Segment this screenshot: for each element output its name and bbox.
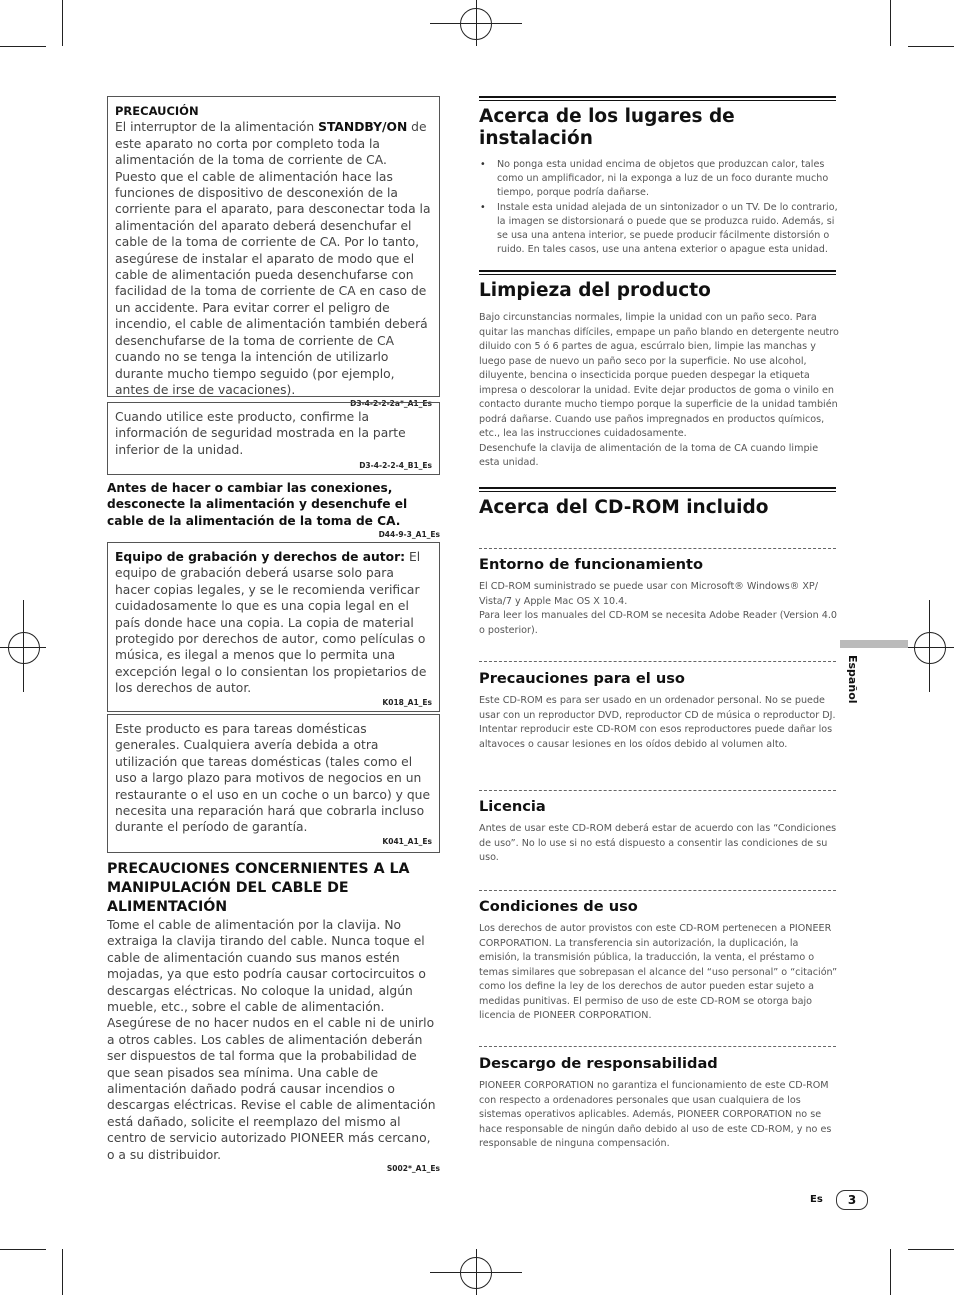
cable-text: Tome el cable de alimentación por la clavija. No extraiga la clavija tirando del cable. Nunca toque el cable de alimentación cuando sus manos estén mojadas, ya que esto podría causar cortocircuitos o descargas eléctricas. No coloque la unidad, algún mueble, etc., sobre el cable de alimentación. Asegúrese de no hacer nudos en el cable ni de unirlo a otros cables. Los cables de alimentación deberán ser dispuestos de tal forma que la probabilidad de que sean pisados sea mínima. Una cable de alimentación dañado podrá causar incendios o descargas eléctricas. Revise el cable de alimentación está dañado, solicite el reemplazo del mismo al centro de servicio autorizado PIONEER más cercano, o a su distribuidor.	[107, 918, 436, 1162]
side-tab-label: Español	[846, 655, 859, 704]
domesticas-box	[107, 714, 440, 853]
seguridad-text: Cuando utilice este producto, confirme la información de seguridad mostrada en la parte inferior de la unidad.	[115, 410, 406, 457]
crop-mark	[62, 0, 63, 46]
licencia-text: Antes de usar este CD-ROM deberá estar de acuerdo con las “Condiciones de uso”. No lo use si no está dispuesto a consentir las condiciones de su uso.	[479, 823, 837, 863]
dashed-rule	[479, 548, 836, 549]
precaucion-box	[107, 96, 440, 409]
limpieza-text-2: Desenchufe la clavija de alimentación de la toma de CA cuando limpie esta unidad.	[479, 442, 819, 468]
uso-heading: Precauciones para el uso	[479, 670, 685, 687]
cable-section	[107, 860, 440, 1173]
crop-mark	[908, 1249, 954, 1250]
descargo-section	[479, 1055, 839, 1152]
crop-mark	[476, 1249, 477, 1295]
doc-code: D44-9-3_A1_Es	[378, 530, 440, 539]
cdrom-section	[479, 497, 839, 519]
equipo-text: El equipo de grabación deberá usarse solo para hacer copias legales, y se le recomienda verificar cuidadosamente lo que es una copia legal en el país donde hace una copia. La copia de material protegido por derechos de autor, como películas o música, es ilegal a menos que lo permita una excepción legal o lo consientan los propietarios de los derechos de autor.	[115, 550, 427, 696]
lugares-list	[479, 158, 839, 257]
page-number: 3	[836, 1190, 868, 1210]
crop-mark	[23, 600, 24, 692]
entorno-text-1: El CD-ROM suministrado se puede usar con Microsoft® Windows® XP/ Vista/7 y Apple Mac OS X 10.4.	[479, 581, 818, 607]
descargo-heading: Descargo de responsabilidad	[479, 1055, 718, 1072]
doc-code: S002*_A1_Es	[386, 1164, 440, 1174]
dashed-rule	[479, 1046, 836, 1047]
condiciones-text: Los derechos de autor provistos con este CD-ROM pertenecen a PIONEER CORPORATION. La transferencia sin autorización, la duplicación, la emisión, la transmisión pública, la traducción, la venta, el préstamo o temas similares que sobrepasan el alcance del “uso personal” o “citación” como los define la ley de los derechos de autor pueden estar sujeto a medidas punitivas. El permiso de uso de este CD-ROM se otorga bajo licencia de PIONEER CORPORATION.	[479, 923, 838, 1021]
registration-mark	[914, 632, 946, 664]
dashed-rule	[479, 790, 836, 791]
descargo-text: PIONEER CORPORATION no garantiza el funcionamiento de este CD-ROM con respecto a ordenadores personales que usan cualquiera de los sistemas operativos aplicables. Además, PIONEER CORPORATION no se hace responsable de ningún daño debido al uso de este CD-ROM, y no es responsable de ninguna compensación.	[479, 1080, 832, 1149]
entorno-section	[479, 556, 839, 638]
licencia-section	[479, 798, 839, 866]
registration-mark	[8, 632, 40, 664]
standby-label: STANDBY/ON	[318, 120, 408, 135]
crop-mark	[908, 647, 954, 648]
dashed-rule	[479, 661, 836, 662]
crop-mark	[0, 1249, 46, 1250]
crop-mark	[908, 46, 954, 47]
footer-lang: Es	[810, 1194, 823, 1205]
doc-code: D3-4-2-2-2a*_A1_Es	[350, 399, 432, 409]
section-rule	[479, 270, 836, 274]
limpieza-heading: Limpieza del producto	[479, 280, 711, 301]
conexiones-text: Antes de hacer o cambiar las conexiones, desconecte la alimentación y desenchufe el cable de la alimentación de la toma de CA.	[107, 481, 408, 528]
doc-code: K041_A1_Es	[382, 836, 432, 846]
limpieza-text: Bajo circunstancias normales, limpie la unidad con un paño seco. Para quitar las manchas difíciles, empape un paño blando en detergente neutro diluido con 5 ó 6 partes de agua, escúrralo bien, limpie las manchas y luego pase de nuevo un paño seco por la superficie. No use alcohol, diluyente, bencina o insecticida porque pueden despegar la etiqueta impresa o descolorar la unidad. Evite dejar productos de goma o vinilo en contacto durante mucho tiempo porque la superficie de la unidad también podrá dañarse. Cuando use paños impregnados en productos químicos, etc., lea las instrucciones cuidadosamente.	[479, 312, 839, 439]
crop-mark	[929, 600, 930, 692]
section-rule	[479, 487, 836, 491]
domesticas-text: Este producto es para tareas domésticas generales. Cualquiera avería debida a otra utilización que tareas domésticas (tales como el uso a largo plazo para motivos de negocios en un restaurante o el uso en un coche o un barco) y que necesita una reparación hará que cobrarla incluso durante el período de garantía.	[115, 722, 431, 835]
precaucion-text-pre: El interruptor de la alimentación	[115, 120, 319, 135]
crop-mark	[890, 0, 891, 46]
condiciones-heading: Condiciones de uso	[479, 898, 638, 915]
uso-text: Este CD-ROM es para ser usado en un ordenador personal. No se puede usar con un reproductor DVD, reproductor CD de música o reproductor DJ. Intentar reproducir este CD-ROM con esos reproductores puede dañar los altavoces o causar lesiones en los oídos debido al volumen alto.	[479, 695, 836, 750]
lugares-heading: Acerca de los lugares de instalación	[479, 106, 735, 149]
dashed-rule	[479, 890, 836, 891]
cable-heading: PRECAUCIONES CONCERNIENTES A LA MANIPULACIÓN DEL CABLE DE ALIMENTACIÓN	[107, 861, 410, 915]
doc-code: K018_A1_Es	[382, 697, 432, 707]
entorno-text-2: Para leer los manuales del CD-ROM se necesita Adobe Reader (Version 4.0 o posterior).	[479, 610, 838, 636]
precaucion-text: de este aparato no corta por completo toda la alimentación de la toma de corriente de CA. Puesto que el cable de alimentación hace las funciones de dispositivo de desconexión de la corriente para el aparato, para desconectar toda la alimentación del aparato deberá desenchufar el cable de la toma de corriente de CA. Por lo tanto, asegúrese de instalar el aparato de modo que el cable de alimentación pueda desenchufarse con facilidad de la toma de corriente de CA en caso de un accidente. Para evitar correr el peligro de incendio, el cable de alimentación también deberá desenchufarse de la toma de corriente de CA cuando no se tenga la intención de utilizarlo durante mucho tiempo seguido (por ejemplo, antes de irse de vacaciones).	[115, 120, 431, 397]
uso-section	[479, 670, 839, 752]
equipo-box	[107, 542, 440, 712]
licencia-heading: Licencia	[479, 798, 546, 815]
crop-mark	[890, 1249, 891, 1295]
entorno-heading: Entorno de funcionamiento	[479, 556, 704, 573]
section-rule	[479, 96, 836, 100]
crop-mark	[476, 0, 477, 46]
conexiones-note	[107, 480, 440, 540]
list-item: • Instale esta unidad alejada de un sintonizador o un TV. De lo contrario, la imagen se distorsionará o puede que se produzca ruido. Además, si se usa una antena interior, se puede producir fácilmente distorsión o ruido. En tales casos, use una antena exterior o apague esta unidad.	[497, 201, 839, 258]
cdrom-heading: Acerca del CD-ROM incluido	[479, 497, 769, 518]
side-tab-bar	[840, 640, 908, 648]
doc-code: D3-4-2-2-4_B1_Es	[359, 461, 432, 471]
equipo-title: Equipo de grabación y derechos de autor:	[115, 550, 406, 564]
limpieza-section	[479, 280, 839, 471]
crop-mark	[62, 1249, 63, 1295]
precaucion-title: PRECAUCIÓN	[115, 104, 199, 118]
seguridad-box	[107, 402, 440, 475]
condiciones-section	[479, 898, 839, 1024]
lugares-section	[479, 106, 839, 257]
crop-mark	[0, 46, 46, 47]
list-item: • No ponga esta unidad encima de objetos que produzcan calor, tales como un amplificador, ni la exponga a luz de un foco durante mucho tiempo, porque podría dañarse.	[497, 158, 839, 201]
